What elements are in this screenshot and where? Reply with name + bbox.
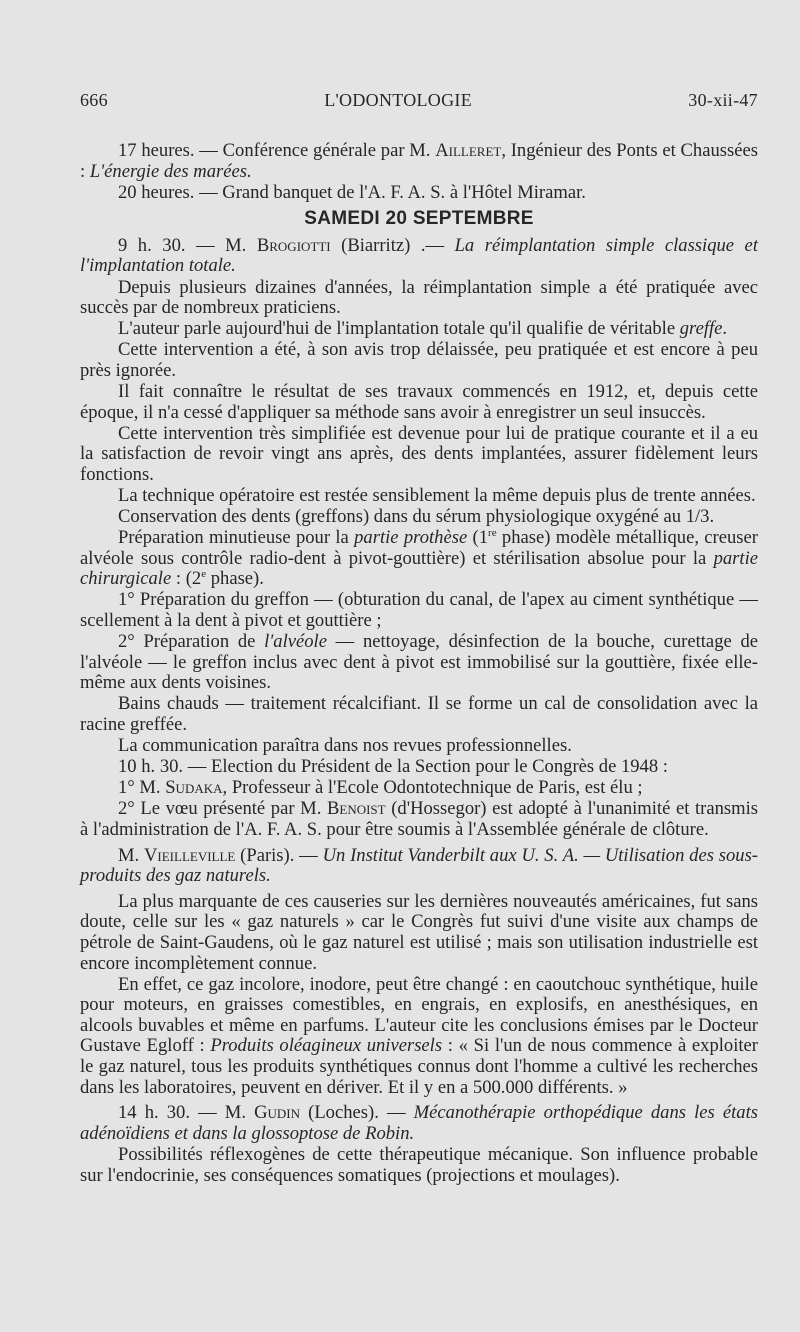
superscript: e <box>201 568 207 581</box>
section-heading: SAMEDI 20 SEPTEMBRE <box>304 208 534 230</box>
paragraph-text <box>80 278 758 319</box>
paragraph-text <box>80 736 758 757</box>
text-run: 14 h. 30. — M. <box>118 1102 255 1124</box>
paragraph-text <box>80 632 758 694</box>
issue-date: 30-xii-47 <box>688 90 758 110</box>
text-run: La communication paraîtra dans nos revues professionnelles. <box>118 735 572 757</box>
text-run: (d'Hossegor) est adopté à l'unanimité et transmis à l'administration de l'A. F. A. S. pour être soumis à l'Assemblée générale de clôture. <box>80 798 759 840</box>
text-run: La plus marquante de ces causeries sur les dernières nouveautés américaines, fut sans doute, celle sur les « gaz naturels » car le Congrès fut suivi d'une visite aux champs de pétrole de Saint-Gaudens, où le gaz naturel est utilisé ; mais son utilisation industrielle est encore incomplètement connue. <box>80 890 758 974</box>
paragraph-text <box>80 778 758 799</box>
speaker-name: Vieilleville <box>143 844 236 866</box>
text-run: . <box>722 318 728 340</box>
paragraph-text <box>80 1145 758 1186</box>
text-run: (1 <box>467 527 489 549</box>
text-run: Il fait connaître le résultat de ses travaux commencés en 1912, et, depuis cette époque, il n'a cessé d'appliquer sa méthode sans avoir à enregistrer un seul insuccès. <box>80 381 758 423</box>
text-run: , Professeur à l'Ecole Odontotechnique de Paris, est élu ; <box>222 777 643 799</box>
article-body <box>80 141 758 1186</box>
superscript: re <box>488 527 497 539</box>
paragraph-text <box>80 590 758 631</box>
journal-title: L'ODONTOLOGIE <box>324 90 472 110</box>
text-run: Conservation des dents (greffons) dans du sérum physiologique oxygéné au 1/3. <box>118 506 715 528</box>
paragraph-text <box>80 694 758 735</box>
paragraph-banquet-2000 <box>80 183 758 204</box>
person-name: Sudaka <box>165 777 223 799</box>
emphasis: partie chirurgicale <box>80 547 758 590</box>
text-run: 17 heures. — Conférence générale par M. <box>118 140 436 161</box>
emphasis: greffe <box>679 318 723 340</box>
paragraph-vieilleville <box>80 846 758 887</box>
paragraph-election <box>80 757 758 778</box>
paragraph-text <box>80 975 758 1099</box>
talk-title: La réimplantation simple classique et l'implantation totale. <box>80 234 758 277</box>
speaker-name: Gudin <box>254 1102 301 1124</box>
text-run: Préparation minutieuse pour la <box>118 527 355 549</box>
emphasis: partie prothèse <box>354 527 468 549</box>
paragraph-brogiotti <box>80 236 758 277</box>
person-name: Benoist <box>326 798 386 820</box>
paragraph-text <box>80 486 758 507</box>
text-run: 2° Préparation de <box>118 631 265 653</box>
text-run: En effet, ce gaz incolore, inodore, peut être changé : en caoutchouc synthétique, huile pour moteurs, en graisses comestibles, en engrais, en explosifs, en anesthésiques, en alcools buvables et même en parfums. L'auteur cite les conclusions émises par le Docteur Gustave Egloff : <box>80 973 758 1057</box>
text-run: (Biarritz) .— <box>330 234 455 256</box>
text-run: — nettoyage, désinfection de la bouche, curettage de l'alvéole — le greffon inclus avec dent à pivot est immobilisé sur la gouttière, fixée elle-même aux dents voisines. <box>80 631 758 694</box>
text-run: phase). <box>206 568 264 590</box>
emphasis: l'alvéole <box>264 631 327 653</box>
text-run: 1° M. <box>118 777 166 799</box>
paragraph-text <box>80 528 758 590</box>
text-run: , Ingénieur des Ponts et Chaussées : <box>80 140 758 182</box>
paragraph-text <box>80 319 758 340</box>
text-run: 2° Le vœu présenté par M. <box>118 798 327 820</box>
talk-title: Mécanothérapie orthopédique dans les états adénoïdiens et dans la glossoptose de Robin. <box>80 1102 758 1144</box>
talk-title: Un Institut Vanderbilt aux U. S. A. — Utilisation des sous-produits des gaz naturels. <box>80 844 758 887</box>
talk-title: L'énergie des marées. <box>89 160 252 182</box>
speaker-name: Brogiotti <box>256 234 331 256</box>
text-run: Depuis plusieurs dizaines d'années, la réimplantation simple a été pratiquée avec succès par de nombreux praticiens. <box>80 276 758 319</box>
paragraph-conference-1700 <box>80 141 758 182</box>
text-run: 20 heures. — Grand banquet de l'A. F. A. S. à l'Hôtel Miramar. <box>118 181 586 203</box>
text-run: 1° Préparation du greffon — (obturation du canal, de l'apex au ciment synthétique — scellement à la dent à pivot et gouttière ; <box>80 589 758 632</box>
text-run: (Loches). — <box>300 1102 414 1124</box>
text-run: La technique opératoire est restée sensiblement la même depuis plus de trente années. <box>118 485 756 506</box>
page-number: 666 <box>80 90 108 110</box>
paragraph-gudin <box>80 1103 758 1144</box>
text-run: (Paris). — <box>235 844 323 866</box>
running-header <box>80 90 758 111</box>
paragraph-text <box>80 892 758 974</box>
paragraph-text <box>80 424 758 486</box>
text-run: L'auteur parle aujourd'hui de l'implantation totale qu'il qualifie de véritable <box>118 318 680 340</box>
text-run: : (2 <box>171 568 202 590</box>
text-run: phase) modèle métallique, creuser alvéole sous contrôle radio-dent à pivot-gouttière) et stérilisation absolue pour la <box>80 527 758 569</box>
text-run: : « Si l'un de nous commence à exploiter le gaz naturel, tous les produits synthétiques connus dont l'homme a cultivé les recherches dans les laboratoires, peuvent en dériver. Et il y en a 500.000 différents. » <box>80 1035 758 1098</box>
text-run: M. <box>118 844 144 866</box>
text-run: Cette intervention très simplifiée est devenue pour lui de pratique courante et il a eu la satisfaction de revoir vingt ans après, des dents implantées, assurer fidèlement leurs fonctions. <box>80 422 758 485</box>
paragraph-text <box>80 382 758 423</box>
emphasis: Produits oléagineux universels <box>210 1035 443 1057</box>
paragraph-text <box>80 340 758 381</box>
paragraph-text <box>80 799 758 840</box>
text-run: Cette intervention a été, à son avis trop délaissée, peu pratiquée et est encore à peu près ignorée. <box>80 339 758 381</box>
text-run: 9 h. 30. — M. <box>118 234 257 256</box>
text-run: Possibilités réflexogènes de cette thérapeutique mécanique. Son influence probable sur l'endocrinie, ses conséquences somatiques (projections et moulages). <box>80 1143 758 1186</box>
text-run: 10 h. 30. — Election du Président de la Section pour le Congrès de 1948 : <box>118 756 668 778</box>
text-run: Bains chauds — traitement récalcifiant. Il se forme un cal de consolidation avec la racine greffée. <box>80 693 758 736</box>
speaker-name: Ailleret <box>435 140 502 161</box>
paragraph-text <box>80 507 758 528</box>
